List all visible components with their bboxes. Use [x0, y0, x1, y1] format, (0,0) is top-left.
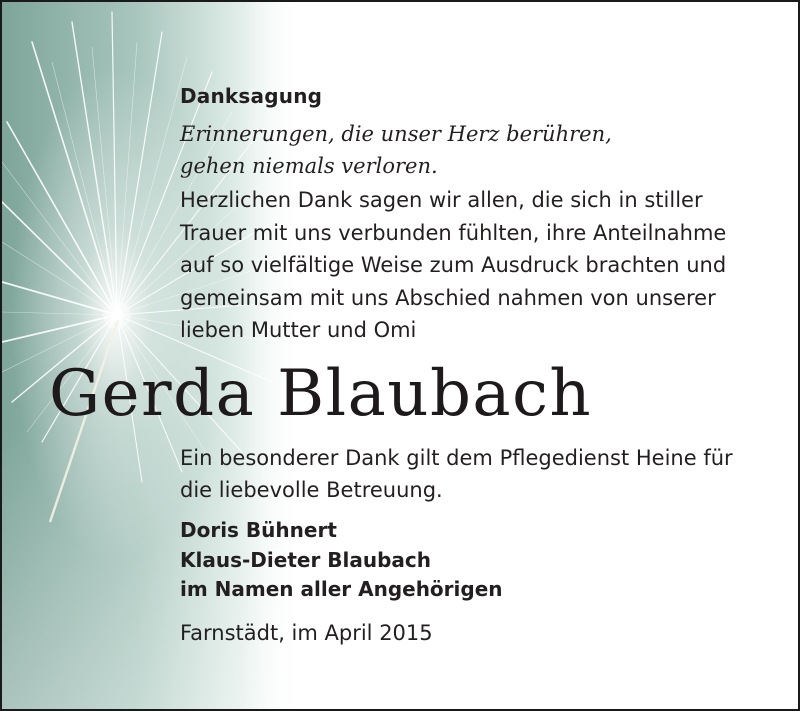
special-thanks-paragraph — [180, 442, 733, 506]
signer-line: Doris Bühnert — [180, 518, 337, 542]
paragraph-line: Trauer mit uns verbunden fühlten, ihre Anteilnahme — [180, 220, 727, 245]
paragraph-line: auf so vielfältige Weise zum Ausdruck brachten und — [180, 253, 727, 277]
signer-line: Klaus-Dieter Blaubach — [180, 547, 432, 572]
paragraph-line: gemeinsam mit uns Abschied nahmen von unserer — [180, 285, 716, 310]
signer-line: im Namen aller Angehörigen — [180, 577, 503, 601]
memorial-quote — [180, 118, 612, 182]
quote-line: gehen niemals verloren. — [180, 154, 438, 178]
paragraph-line: Herzlichen Dank sagen wir allen, die sich in stiller — [180, 188, 703, 212]
place-and-date: Farnstädt, im April 2015 — [180, 621, 433, 645]
quote-line: Erinnerungen, die unser Herz berühren, — [180, 122, 612, 146]
paragraph-line: die liebevolle Betreuung. — [180, 478, 443, 502]
heading-danksagung: Danksagung — [180, 84, 323, 108]
paragraph-line: Ein besonderer Dank gilt dem Pflegedienst Heine für — [180, 446, 733, 470]
signers-block — [180, 516, 503, 605]
paragraph-line: lieben Mutter und Omi — [180, 318, 417, 342]
thanks-paragraph — [180, 184, 726, 347]
deceased-name: Gerda Blaubach — [49, 357, 593, 431]
